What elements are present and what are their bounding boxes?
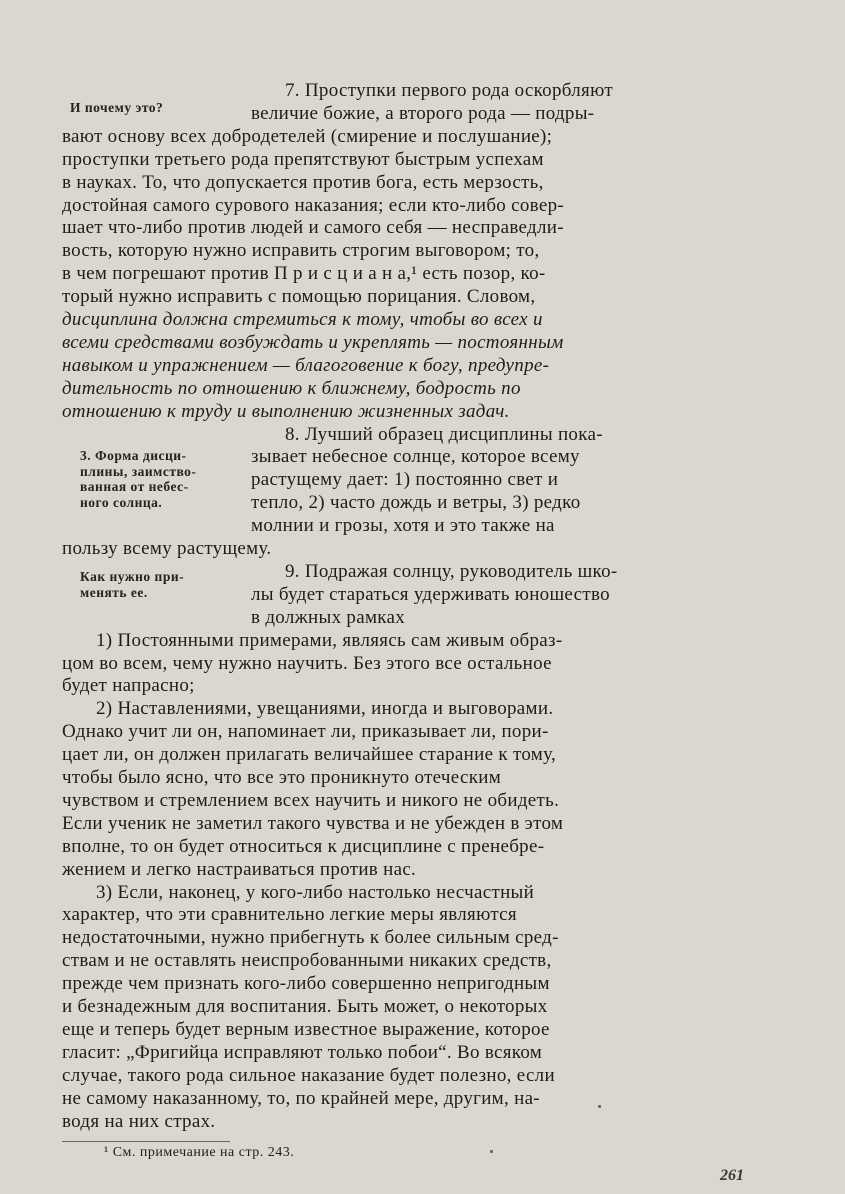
text-line: 2) Наставлениями, увещаниями, иногда и выговорами. [96,698,554,720]
text-line: будет напрасно; [62,675,195,697]
sidenote-line: Как нужно при- [80,569,185,585]
text-line: 7. Проступки первого рода оскорбляют [285,80,613,101]
page-number: 261 [720,1167,744,1185]
text-line: в чем погрешают против П р и с ц и а н а,¹ есть позор, ко- [62,263,546,285]
text-line: вость, которую нужно исправить строгим выговором; то, [62,240,540,262]
text-line: проступки третьего рода препятствуют быстрым успехам [62,148,544,170]
text-line: недостаточными, нужно прибегнуть к более сильным сред- [62,927,559,949]
text-line: жением и легко настраиваться против нас. [62,858,417,880]
text-line: отношению к труду и выполнению жизненных задач. [62,400,510,422]
text-line: водя на них страх. [62,1110,216,1132]
text-line: всеми средствами возбуждать и укреплять — постоянным [62,331,564,353]
text-line: пользу всему растущему. [62,538,272,559]
text-line: 1) Постоянными примерами, являясь сам живым образ- [96,629,563,651]
sidenote-why [70,100,163,116]
paper-speck [490,1150,493,1153]
text-line: зывает небесное солнце, которое всему [251,446,580,468]
text-line: цом во всем, чему нужно научить. Без этого все остальное [62,652,552,674]
text-line: достойная самого сурового наказания; если кто-либо совер- [62,194,565,216]
sidenote-line: 3. Форма дисци- [80,448,187,464]
sidenote-how-to-apply [80,569,184,600]
text-line: чтобы было ясно, что все это проникнуто отеческим [62,767,502,788]
sidenote-discipline-form [80,448,196,510]
text-line: дительность по отношению к ближнему, бодрость по [62,377,521,399]
text-line: цает ли, он должен прилагать величайшее старание к тому, [62,744,557,766]
text-line: дисциплина должна стремиться к тому, чтобы во всех и [62,309,543,330]
text-line: лы будет стараться удерживать юношество [251,583,610,605]
paper-speck [598,1105,601,1108]
footnote-rule [62,1141,230,1142]
text-line: вполне, то он будет относиться к дисциплине с пренебре- [62,835,545,857]
text-line: растущему дает: 1) постоянно свет и [251,469,559,491]
text-line: шает что-либо против людей и самого себя — несправедли- [62,217,564,239]
text-line: Если ученик не заметил такого чувства и не убежден в этом [62,812,564,834]
text-line: величие божие, а второго рода — подры- [251,102,595,124]
sidenote-line: И почему это? [70,100,164,116]
text-line: тепло, 2) часто дождь и ветры, 3) редко [251,492,581,514]
text-line: навыком и упражнением — благоговение к богу, предупре- [62,354,550,376]
text-line: ствам и не оставлять неиспробованными никаких средств, [62,950,552,972]
text-line: и безнадежным для воспитания. Быть может, о некоторых [62,996,548,1017]
text-line: в должных рамках [251,606,406,628]
text-line: вают основу всех добродетелей (смирение и послушание); [62,125,553,147]
sidenote-line: менять ее. [80,584,148,600]
text-line: случае, такого рода сильное наказание будет полезно, если [62,1064,555,1086]
text-line: характер, что эти сравнительно легкие меры являются [62,904,517,926]
text-line: 9. Подражая солнцу, руководитель шко- [285,560,618,582]
text-line: в науках. То, что допускается против бога, есть мерзость, [62,171,544,193]
text-line: еще и теперь будет верным известное выражение, которое [62,1018,550,1040]
text-line: молнии и грозы, хотя и это также на [251,515,555,537]
text-line: торый нужно исправить с помощью порицания. Словом, [62,286,536,308]
text-line: чувством и стремлением всех научить и никого не обидеть. [62,789,560,811]
sidenote-line: ного солнца. [80,494,163,510]
sidenote-line: ванная от небес- [80,479,189,495]
sidenote-line: плины, заимство- [80,463,197,479]
text-line: 3) Если, наконец, у кого-либо настолько несчастный [96,881,535,903]
text-line: гласит: „Фригийца исправляют только побои“. Во всяком [62,1041,543,1063]
text-line: 8. Лучший образец дисциплины пока- [285,423,603,445]
text-line: Однако учит ли он, напоминает ли, приказывает ли, пори- [62,721,549,743]
footnote: ¹ См. примечание на стр. 243. [104,1145,295,1161]
text-line: не самому наказанному, то, по крайней мере, другим, на- [62,1087,540,1109]
text-line: прежде чем признать кого-либо совершенно непригодным [62,973,550,995]
